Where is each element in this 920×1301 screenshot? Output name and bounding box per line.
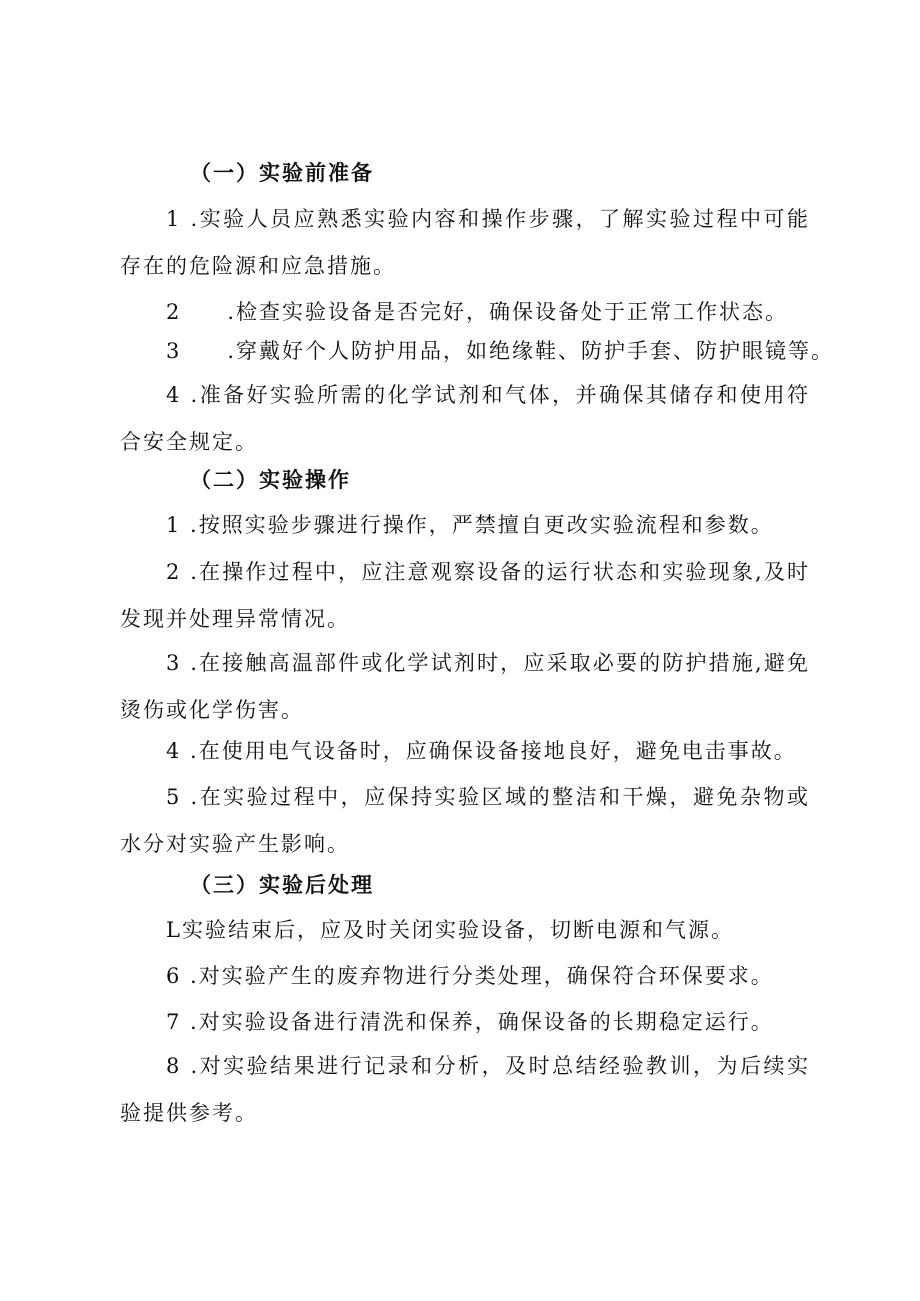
section-heading-3: （三）实验后处理 <box>190 872 374 897</box>
section-heading-1: （一）实验前准备 <box>190 160 374 185</box>
paragraph-2-1: 1 .按照实验步骤进行操作，严禁擅自更改实验流程和参数。 <box>166 513 774 537</box>
paragraph-3-1: L实验结束后，应及时关闭实验设备，切断电源和气源。 <box>166 918 734 942</box>
paragraph-2-5: 5 .在实验过程中，应保持实验区域的整洁和干燥，避免杂物或水分对实验产生影响。 <box>120 785 810 856</box>
paragraph-2-3: 3 .在接触高温部件或化学试剂时，应采取必要的防护措施,避免烫伤或化学伤害。 <box>120 651 810 722</box>
paragraph-2-2: 2 .在操作过程中，应注意观察设备的运行状态和实验现象,及时发现并处理异常情况。 <box>120 560 810 631</box>
paragraph-3-4: 8 .对实验结果进行记录和分析，及时总结经验教训，为后续实验提供参考。 <box>120 1054 810 1125</box>
paragraph-1-4: 4 .准备好实验所需的化学试剂和气体，并确保其储存和使用符合安全规定。 <box>120 383 810 454</box>
paragraph-1-2: 2 .检查实验设备是否完好，确保设备处于正常工作状态。 <box>166 300 789 324</box>
paragraph-3-3: 7 .对实验设备进行清洗和保养，确保设备的长期稳定运行。 <box>166 1010 774 1034</box>
paragraph-3-2: 6 .对实验产生的废弃物进行分类处理，确保符合环保要求。 <box>166 964 774 988</box>
paragraph-1-1: 1 .实验人员应熟悉实验内容和操作步骤，了解实验过程中可能存在的危险源和应急措施。 <box>120 207 810 278</box>
paragraph-1-3: 3 .穿戴好个人防护用品，如绝缘鞋、防护手套、防护眼镜等。 <box>166 339 835 363</box>
paragraph-2-4: 4 .在使用电气设备时，应确保设备接地良好，避免电击事故。 <box>166 739 797 763</box>
section-heading-2: （二）实验操作 <box>190 467 351 492</box>
